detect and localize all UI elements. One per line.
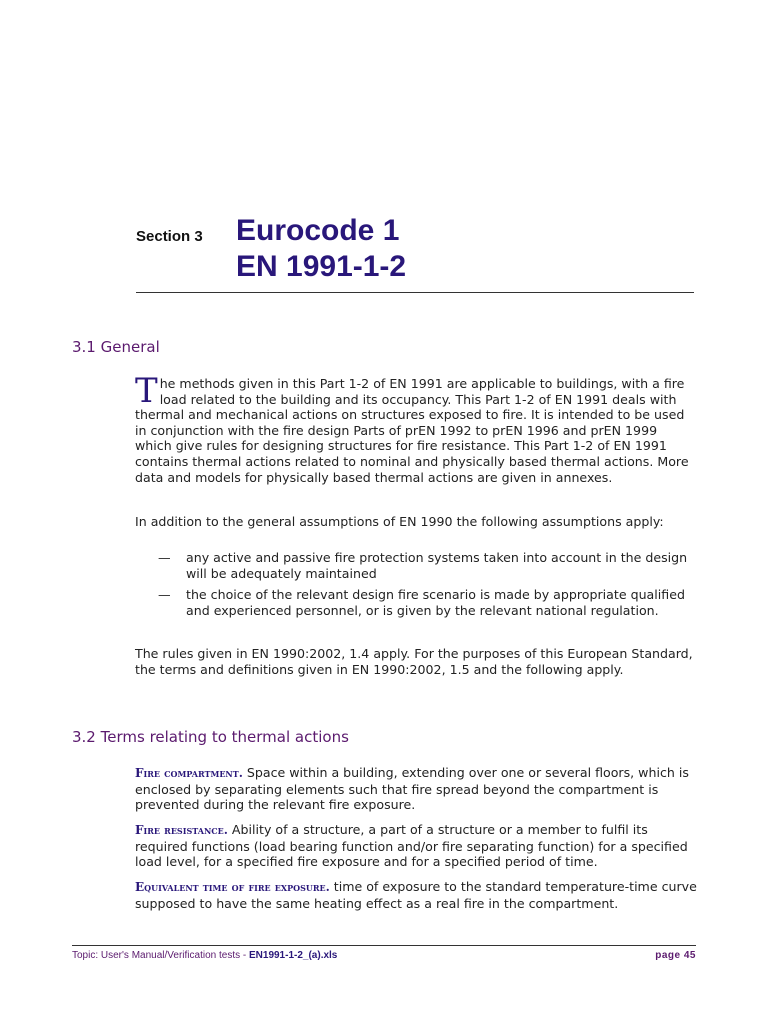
term-definition: Ability of a structure, a part of a structure or a member to fulfil its required functions (load bearing function and/or fire separating function) for a specified load level, for a specified fire exposure and for a specified period of time.	[135, 822, 688, 870]
document-title	[236, 213, 406, 285]
footer-topic	[72, 950, 337, 961]
title-line-1: Eurocode 1	[236, 214, 400, 247]
list-item	[158, 550, 698, 582]
dropcap-letter: T	[135, 371, 158, 411]
paragraph-general-1	[135, 371, 697, 485]
page-number: page 45	[655, 950, 696, 961]
bullet-dash: —	[158, 587, 171, 602]
term-label: Fire resistance.	[135, 823, 228, 837]
term-fire-compartment	[135, 765, 697, 813]
title-line-2: EN 1991-1-2	[236, 250, 407, 283]
title-divider	[136, 292, 694, 293]
term-label: Equivalent time of fire exposure.	[135, 880, 330, 894]
footer-file-name: EN1991-1-2_(a).xls	[248, 950, 338, 961]
paragraph-general-2: In addition to the general assumptions of EN 1990 the following assumptions apply:	[135, 514, 664, 529]
term-label: Fire compartment.	[135, 766, 243, 780]
paragraph-general-1-text: he methods given in this Part 1-2 of EN 1991 are applicable to buildings, with a fire load related to the building and its occupancy. This Part 1-2 of EN 1991 deals with thermal and mechanical actions on structures exposed to fire. It is intended to be used in conjunction with the fire design Parts of prEN 1992 to prEN 1996 and prEN 1999 which give rules for designing structures for fire resistance. This Part 1-2 of EN 1991 contains thermal actions related to nominal and physically based thermal actions. More data and models for physically based thermal actions are given in annexes.	[135, 376, 689, 485]
term-fire-resistance	[135, 822, 697, 870]
footer-divider	[72, 945, 696, 946]
bullet-dash: —	[158, 550, 171, 565]
footer-topic-text: Topic: User's Manual/Verification tests -	[72, 950, 249, 961]
paragraph-general-3: The rules given in EN 1990:2002, 1.4 apply. For the purposes of this European Standard, the terms and definitions given in EN 1990:2002, 1.5 and the following apply.	[135, 646, 693, 677]
heading-3-2: 3.2 Terms relating to thermal actions	[72, 728, 349, 746]
heading-3-1: 3.1 General	[72, 338, 160, 356]
term-definition: time of exposure to the standard temperature-time curve supposed to have the same heating effect as a real fire in the compartment.	[135, 879, 697, 911]
bullet-text: any active and passive fire protection systems taken into account in the design will be adequately maintained	[186, 550, 688, 581]
section-label: Section 3	[136, 228, 203, 245]
term-definition: Space within a building, extending over one or several floors, which is enclosed by separating elements such that fire spread beyond the compartment is prevented during the relevant fire exposure.	[135, 765, 689, 813]
list-item	[158, 587, 698, 635]
term-equivalent-time	[135, 879, 697, 911]
bullet-text: the choice of the relevant design fire scenario is made by appropriate qualified and experienced personnel, or is given by the relevant national regulation.	[186, 587, 685, 618]
